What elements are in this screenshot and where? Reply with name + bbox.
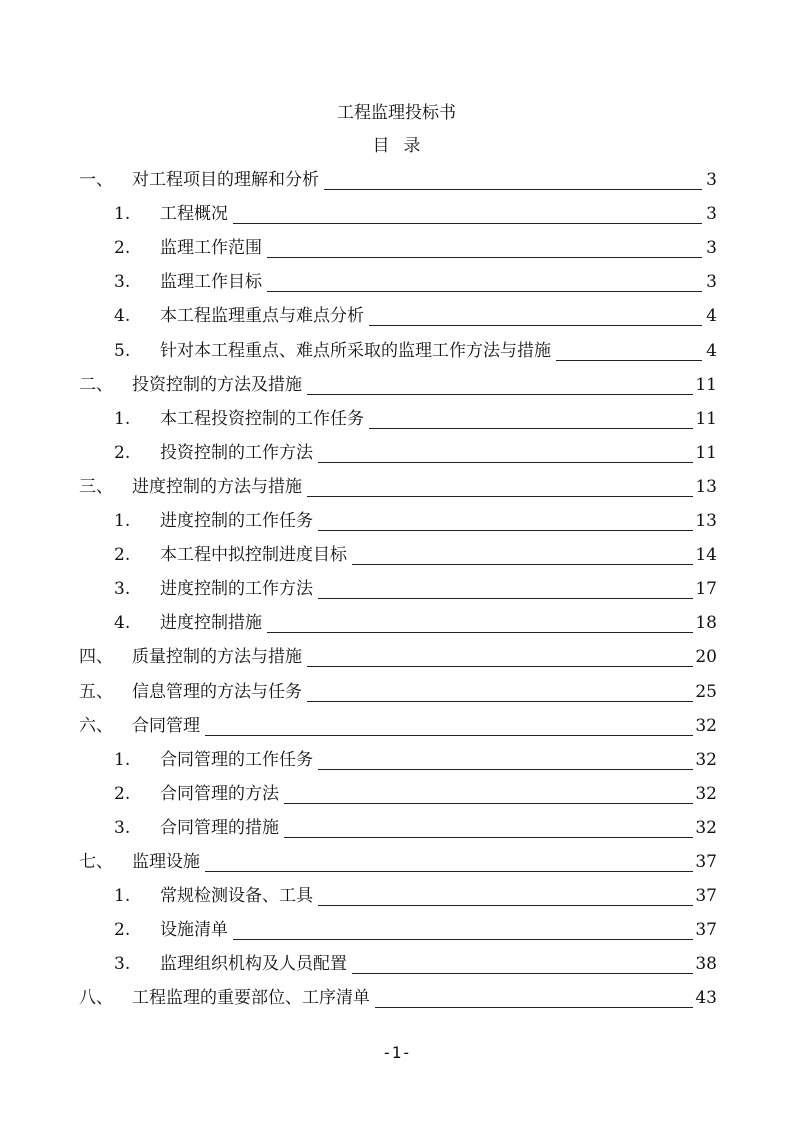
toc-leader-line [369, 428, 693, 429]
toc-entry[interactable] [0, 815, 793, 841]
toc-entry-title: 投资控制的工作方法 [160, 443, 313, 463]
toc-entry[interactable] [0, 406, 793, 432]
toc-entry-title: 质量控制的方法与措施 [132, 647, 302, 667]
toc-entry-title: 本工程中拟控制进度目标 [160, 545, 347, 565]
toc-entry-number: 2. [114, 443, 131, 463]
toc-entry[interactable] [0, 508, 793, 534]
toc-entry-number: 2. [114, 920, 131, 940]
toc-leader-line [324, 189, 702, 190]
toc-entry-page: 11 [695, 443, 717, 463]
toc-entry-title: 进度控制的工作任务 [160, 511, 313, 531]
toc-entry[interactable] [0, 985, 793, 1011]
toc-entry-number: 4. [114, 613, 131, 633]
toc-leader-line [284, 837, 693, 838]
toc-entry-number: 五、 [79, 682, 113, 702]
toc-entry-page: 32 [695, 818, 717, 838]
toc-entry-page: 37 [695, 886, 717, 906]
toc-entry-number: 1. [114, 750, 131, 770]
toc-entry-number: 3. [114, 272, 131, 292]
toc-entry[interactable] [0, 679, 793, 705]
toc-entry-title: 监理工作范围 [160, 238, 262, 258]
toc-entry-number: 3. [114, 579, 131, 599]
toc-entry-page: 13 [695, 477, 717, 497]
toc-entry[interactable] [0, 542, 793, 568]
toc-entry-page: 13 [695, 511, 717, 531]
toc-entry-number: 六、 [79, 716, 113, 736]
page-number-footer: -1- [382, 1043, 411, 1062]
toc-entry-title: 进度控制措施 [160, 613, 262, 633]
toc-entry-title: 监理组织机构及人员配置 [160, 954, 347, 974]
toc-entry-title: 进度控制的工作方法 [160, 579, 313, 599]
toc-entry-title: 工程监理的重要部位、工序清单 [132, 988, 370, 1008]
toc-entry-title: 合同管理 [132, 716, 200, 736]
toc-leader-line [307, 701, 693, 702]
toc-leader-line [318, 769, 693, 770]
toc-leader-line [318, 598, 693, 599]
toc-entry[interactable] [0, 644, 793, 670]
toc-entry[interactable] [0, 576, 793, 602]
toc-entry[interactable] [0, 781, 793, 807]
toc-entry-number: 一、 [79, 170, 113, 190]
toc-leader-line [267, 632, 693, 633]
document-title: 工程监理投标书 [337, 103, 456, 123]
toc-leader-line [318, 530, 693, 531]
toc-leader-line [318, 462, 693, 463]
toc-entry-title: 合同管理的措施 [160, 818, 279, 838]
toc-entry[interactable] [0, 235, 793, 261]
toc-leader-line [375, 1007, 693, 1008]
toc-entry-number: 七、 [79, 852, 113, 872]
toc-entry[interactable] [0, 167, 793, 193]
toc-entry-title: 投资控制的方法及措施 [132, 375, 302, 395]
toc-leader-line [205, 735, 693, 736]
toc-entry-page: 20 [695, 647, 717, 667]
toc-entry-title: 监理设施 [132, 852, 200, 872]
toc-entry-page: 3 [706, 272, 717, 292]
toc-entry-page: 11 [695, 375, 717, 395]
toc-entry-number: 2. [114, 238, 131, 258]
toc-entry-number: 1. [114, 409, 131, 429]
toc-entry-page: 43 [695, 988, 717, 1008]
toc-entry-title: 进度控制的方法与措施 [132, 477, 302, 497]
toc-leader-line [352, 564, 693, 565]
toc-heading: 目录 [372, 136, 435, 156]
toc-entry-page: 38 [695, 954, 717, 974]
toc-entry-number: 5. [114, 341, 131, 361]
toc-entry[interactable] [0, 951, 793, 977]
toc-entry-number: 二、 [79, 375, 113, 395]
toc-leader-line [352, 973, 693, 974]
toc-entry-page: 37 [695, 920, 717, 940]
toc-leader-line [233, 223, 702, 224]
toc-entry[interactable] [0, 610, 793, 636]
toc-entry-title: 合同管理的工作任务 [160, 750, 313, 770]
toc-entry[interactable] [0, 747, 793, 773]
toc-entry-number: 3. [114, 818, 131, 838]
toc-entry-page: 32 [695, 784, 717, 804]
toc-entry-title: 针对本工程重点、难点所采取的监理工作方法与措施 [160, 341, 551, 361]
toc-entry-page: 37 [695, 852, 717, 872]
toc-entry[interactable] [0, 440, 793, 466]
toc-leader-line [369, 325, 702, 326]
toc-leader-line [318, 905, 693, 906]
toc-entry-title: 监理工作目标 [160, 272, 262, 292]
toc-entry[interactable] [0, 338, 793, 364]
toc-leader-line [556, 360, 702, 361]
toc-entry-page: 3 [706, 170, 717, 190]
toc-entry-title: 信息管理的方法与任务 [132, 682, 302, 702]
toc-entry[interactable] [0, 303, 793, 329]
toc-entry-number: 4. [114, 306, 131, 326]
toc-entry-number: 1. [114, 886, 131, 906]
toc-leader-line [205, 871, 693, 872]
toc-entry-number: 八、 [79, 988, 113, 1008]
toc-leader-line [307, 394, 693, 395]
toc-entry-number: 2. [114, 784, 131, 804]
toc-entry-number: 1. [114, 511, 131, 531]
toc-entry-page: 14 [695, 545, 717, 565]
toc-leader-line [233, 939, 693, 940]
toc-entry-page: 4 [706, 306, 717, 326]
toc-entry-title: 合同管理的方法 [160, 784, 279, 804]
toc-entry-page: 18 [695, 613, 717, 633]
toc-entry-number: 三、 [79, 477, 113, 497]
toc-leader-line [307, 666, 693, 667]
toc-entry-title: 本工程监理重点与难点分析 [160, 306, 364, 326]
toc-entry-number: 四、 [79, 647, 113, 667]
toc-entry-page: 4 [706, 341, 717, 361]
toc-leader-line [267, 291, 702, 292]
toc-entry-page: 17 [695, 579, 717, 599]
toc-entry[interactable] [0, 269, 793, 295]
toc-entry-title: 常规检测设备、工具 [160, 886, 313, 906]
toc-entry[interactable] [0, 917, 793, 943]
toc-entry-page: 3 [706, 204, 717, 224]
toc-entry[interactable] [0, 201, 793, 227]
toc-entry-title: 本工程投资控制的工作任务 [160, 409, 364, 429]
toc-leader-line [307, 496, 693, 497]
toc-entry-page: 3 [706, 238, 717, 258]
toc-entry-page: 32 [695, 716, 717, 736]
toc-entry-number: 3. [114, 954, 131, 974]
toc-entry-title: 设施清单 [160, 920, 228, 940]
toc-entry[interactable] [0, 474, 793, 500]
toc-entry-number: 1. [114, 204, 131, 224]
toc-entry-title: 工程概况 [160, 204, 228, 224]
toc-entry[interactable] [0, 849, 793, 875]
toc-entry-page: 25 [695, 682, 717, 702]
toc-leader-line [284, 803, 693, 804]
toc-entry-page: 11 [695, 409, 717, 429]
toc-entry[interactable] [0, 883, 793, 909]
toc-entry-page: 32 [695, 750, 717, 770]
toc-entry[interactable] [0, 713, 793, 739]
toc-entry[interactable] [0, 372, 793, 398]
toc-entry-number: 2. [114, 545, 131, 565]
toc-leader-line [267, 257, 702, 258]
toc-entry-title: 对工程项目的理解和分析 [132, 170, 319, 190]
